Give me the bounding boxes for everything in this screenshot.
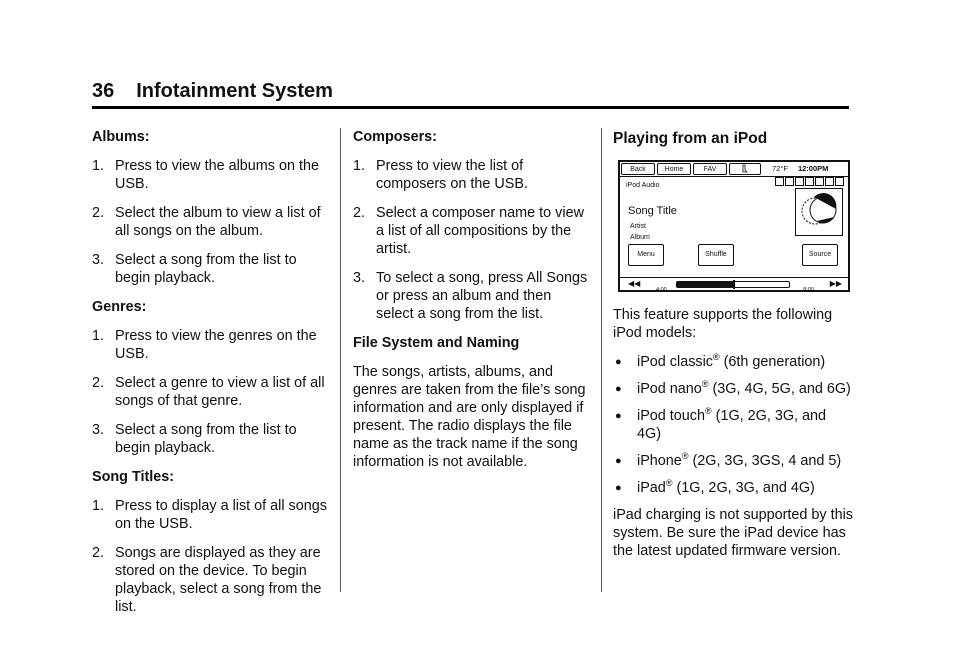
list-item: ● iPad® (1G, 2G, 3G, and 4G) [615, 478, 815, 496]
status-icons [774, 177, 844, 186]
total-time: 8:00 [803, 287, 814, 293]
list-item: 3. Select a song from the list to begin playback. [92, 422, 297, 456]
rewind-icon: ◀◀ [628, 279, 641, 288]
ipad-note: iPad charging is not supported by this system. Be sure the iPad device has the latest updated firmware version. [613, 507, 853, 559]
progress-fill [677, 282, 733, 287]
shuffle-button: Shuffle [698, 244, 734, 266]
temperature: 72°F [772, 164, 788, 173]
status-icon [795, 177, 804, 186]
list-item: ● iPhone® (2G, 3G, 3GS, 4 and 5) [615, 451, 842, 469]
clock: 12:00PM [797, 164, 829, 173]
back-button: Back [621, 163, 655, 175]
genres-heading: Genres: [92, 299, 147, 315]
composers-heading: Composers: [353, 129, 437, 145]
bullet-icon: ● [615, 455, 622, 467]
source-label: iPod Audio [626, 182, 660, 189]
bullet-icon: ● [615, 383, 622, 395]
file-system-paragraph: The songs, artists, albums, and genres are taken from the file’s song information and are only displayed if present. The radio displays the file name as the track name if the song information is not available. [353, 364, 586, 470]
intro-paragraph: This feature supports the following iPod models: [613, 307, 833, 341]
voice-icon [729, 163, 761, 175]
albums-heading: Albums: [92, 129, 150, 145]
menu-button: Menu [628, 244, 664, 266]
page-header [92, 80, 849, 109]
bullet-icon: ● [615, 410, 622, 422]
screen-top-bar [620, 162, 848, 177]
status-icon [825, 177, 834, 186]
fast-forward-icon: ▶▶ [829, 279, 842, 288]
list-item: 1. Press to view the albums on the USB. [92, 158, 319, 192]
page-number: 36 [92, 80, 115, 102]
chapter-title: Infotainment System [136, 80, 333, 102]
bullet-icon: ● [615, 482, 622, 494]
file-system-heading: File System and Naming [353, 335, 520, 351]
list-item: 1. Press to view the list of composers on the USB. [353, 158, 528, 192]
list-item: 1. Press to display a list of all songs on the USB. [92, 498, 327, 532]
list-item: 2. Songs are displayed as they are stored on the device. To begin playback, select a song from the list. [92, 545, 322, 615]
status-icon [835, 177, 844, 186]
home-button: Home [657, 163, 691, 175]
status-icon [775, 177, 784, 186]
source-button: Source [802, 244, 838, 266]
album-art-icon [795, 188, 843, 236]
list-item: ● iPod touch® (1G, 2G, 3G, and 4G) [615, 406, 827, 442]
status-icon [815, 177, 824, 186]
column-divider [601, 128, 602, 592]
column-right [613, 128, 853, 571]
list-item: ● iPod classic® (6th generation) [615, 352, 826, 370]
progress-bar [676, 281, 790, 288]
album-label: Album [630, 234, 650, 241]
status-icon [805, 177, 814, 186]
song-titles-heading: Song Titles: [92, 469, 175, 485]
status-icon [785, 177, 794, 186]
list-item: 2. Select a composer name to view a list of all compositions by the artist. [353, 205, 584, 257]
section-title: Playing from an iPod [613, 130, 768, 147]
list-item: 3. To select a song, press All Songs or press an album and then select a song from the list. [353, 270, 588, 322]
ipod-screen-illustration [618, 160, 850, 292]
playback-bar [620, 277, 848, 293]
elapsed-time: 4:00 [656, 287, 667, 293]
list-item: 1. Press to view the genres on the USB. [92, 328, 317, 362]
column-left [92, 128, 328, 627]
progress-knob [733, 280, 735, 289]
list-item: 2. Select the album to view a list of all songs on the album. [92, 205, 321, 239]
column-divider [340, 128, 341, 592]
list-item: 2. Select a genre to view a list of all songs of that genre. [92, 375, 325, 409]
fav-button: FAV [693, 163, 727, 175]
bullet-icon: ● [615, 356, 622, 368]
song-title: Song Title [628, 205, 677, 217]
column-middle [353, 128, 589, 482]
list-item: ● iPod nano® (3G, 4G, 5G, and 6G) [615, 379, 851, 397]
artist-label: Artist [630, 223, 646, 230]
list-item: 3. Select a song from the list to begin playback. [92, 252, 297, 286]
